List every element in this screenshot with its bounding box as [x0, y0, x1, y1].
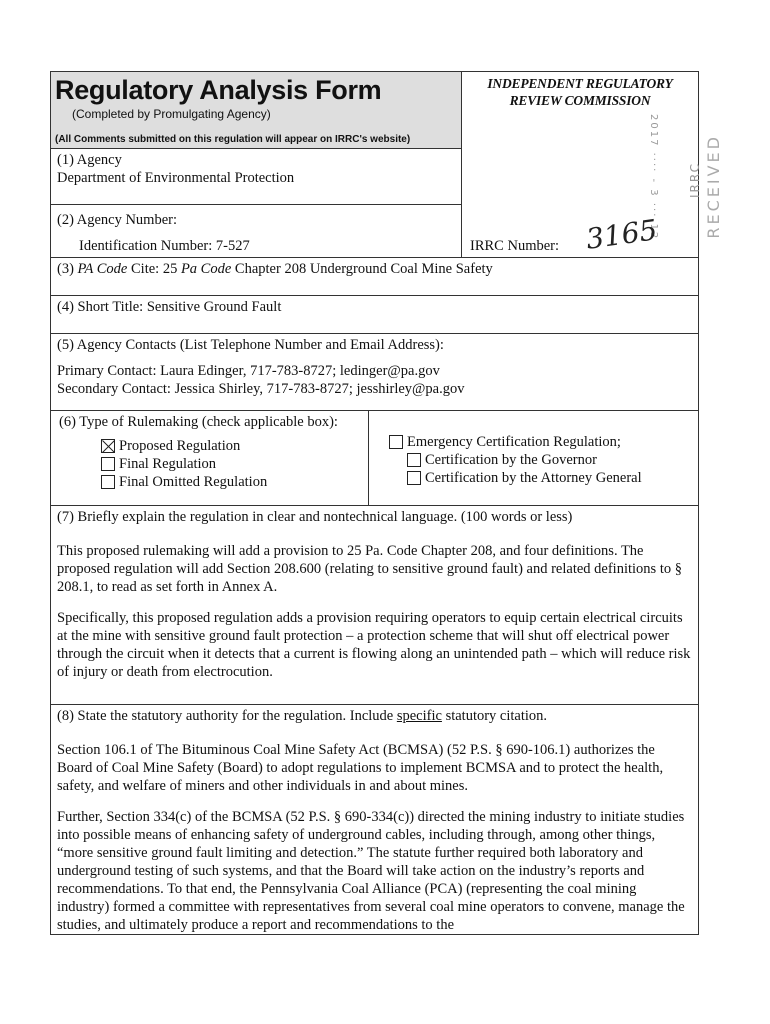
irrc-stamp: IRRC	[688, 162, 702, 198]
agency-number-label: (2) Agency Number:	[57, 212, 177, 228]
contacts-section	[51, 334, 698, 411]
final-omitted-checkbox[interactable]	[101, 475, 115, 489]
rulemaking-label: (6) Type of Rulemaking (check applicable box):	[59, 414, 338, 430]
explain-paragraph-1: This proposed rulemaking will add a provision to 25 Pa. Code Chapter 208, and four definitions. The proposed regulation will add Section 208.600 (relating to sensitive ground fault) and related definitions to § 208.1, to read as set forth in Annex A.	[57, 543, 682, 595]
authority-paragraph-1: Section 106.1 of The Bituminous Coal Mine Safety Act (BCMSA) (52 P.S. § 690-106.1) authorizes the Board of Coal Mine Safety (Board) to adopt regulations to implement BCMSA and to protect the health, safety, and welfare of miners and other individuals in and about mines.	[57, 742, 664, 794]
proposed-checkbox[interactable]	[101, 439, 115, 453]
governor-option[interactable]	[407, 451, 690, 469]
date-stamp: 2017 ···· - 3 ··· 12	[648, 114, 659, 241]
authority-label-a: (8) State the statutory authority for the regulation. Include	[57, 708, 397, 724]
secondary-contact: Secondary Contact: Jessica Shirley, 717-783-8727; jesshirley@pa.gov	[57, 381, 465, 397]
authority-label-b: statutory citation.	[441, 708, 548, 724]
commission-heading	[462, 72, 698, 109]
pa-code-italic: PA Code	[77, 261, 128, 277]
form-title: Regulatory Analysis Form	[55, 75, 382, 105]
commission-line-2: REVIEW COMMISSION	[509, 93, 651, 108]
rulemaking-section	[51, 411, 698, 506]
final-label: Final Regulation	[119, 456, 217, 472]
title-box	[51, 72, 461, 149]
explain-section	[51, 506, 698, 705]
explain-paragraph-2: Specifically, this proposed regulation adds a provision requiring operators to equip certain electrical circuits at the mine with sensitive ground fault protection – a protection scheme that will shut off electrical power through the circuit when it detects that a current is flowing along an unintended path – which will reduce risk of injury or death from electrocution.	[57, 610, 691, 680]
received-stamp: RECEIVED	[704, 134, 723, 239]
primary-contact: Primary Contact: Laura Edinger, 717-783-8727; ledinger@pa.gov	[57, 363, 440, 379]
explain-label: (7) Briefly explain the regulation in clear and nontechnical language. (100 words or less)	[57, 509, 573, 525]
final-checkbox[interactable]	[101, 457, 115, 471]
form-header	[51, 72, 698, 258]
regulatory-analysis-form	[50, 71, 699, 935]
form-note: (All Comments submitted on this regulation will appear on IRRC's website)	[55, 134, 411, 145]
emergency-label: Emergency Certification Regulation;	[407, 434, 621, 450]
pa-code-section	[51, 258, 698, 296]
rulemaking-left	[51, 411, 369, 505]
agency-number-section	[51, 205, 461, 257]
pa-code-rest: Chapter 208 Underground Coal Mine Safety	[231, 261, 493, 277]
header-right	[462, 72, 698, 257]
header-left	[51, 72, 462, 257]
form-subtitle: (Completed by Promulgating Agency)	[72, 107, 271, 121]
agency-value: Department of Environmental Protection	[57, 170, 295, 186]
authority-paragraph-2: Further, Section 334(c) of the BCMSA (52 P.S. § 690-334(c)) directed the mining industry to initiate studies into possible means of enhancing safety of underground cables, including through, among other things, “more sensitive ground fault limiting and detection.” The statute further required both laboratory and underground testing of such systems, and that the Board will take action on the industry’s reports and recommendations. To that end, the Pennsylvania Coal Alliance (PCA) (representing the coal mining industry) formed a committee with representatives from several coal mine operators to convene, manage the studies, and ultimately produce a report and recommendations to the	[57, 809, 685, 933]
pa-code-cite: Cite: 25	[127, 261, 181, 277]
short-title: (4) Short Title: Sensitive Ground Fault	[57, 299, 282, 315]
emergency-option[interactable]	[389, 433, 690, 451]
short-title-section	[51, 296, 698, 334]
commission-line-1: INDEPENDENT REGULATORY	[487, 76, 673, 91]
pa-code-prefix: (3)	[57, 261, 78, 277]
attorney-option[interactable]	[407, 469, 690, 487]
contacts-label: (5) Agency Contacts (List Telephone Number and Email Address):	[57, 337, 444, 353]
identification-number: Identification Number: 7-527	[79, 238, 250, 254]
agency-section	[51, 149, 461, 205]
certification-options	[407, 451, 690, 487]
final-omitted-option[interactable]	[101, 473, 360, 491]
emergency-checkbox[interactable]	[389, 435, 403, 449]
proposed-option[interactable]	[101, 437, 360, 455]
authority-section	[51, 705, 698, 935]
authority-label	[57, 707, 692, 725]
attorney-checkbox[interactable]	[407, 471, 421, 485]
authority-label-specific: specific	[396, 708, 442, 724]
pa-code-italic-2: Pa Code	[180, 261, 232, 277]
proposed-label: Proposed Regulation	[119, 438, 241, 454]
agency-label: (1) Agency	[57, 152, 122, 168]
rulemaking-right	[369, 411, 698, 505]
governor-checkbox[interactable]	[407, 453, 421, 467]
final-option[interactable]	[101, 455, 360, 473]
rulemaking-checks-left	[101, 437, 360, 491]
irrc-number-handwritten: 3165	[584, 213, 660, 256]
attorney-label: Certification by the Attorney General	[425, 470, 642, 486]
governor-label: Certification by the Governor	[425, 452, 597, 468]
final-omitted-label: Final Omitted Regulation	[119, 474, 268, 490]
irrc-number-label: IRRC Number:	[470, 238, 560, 254]
